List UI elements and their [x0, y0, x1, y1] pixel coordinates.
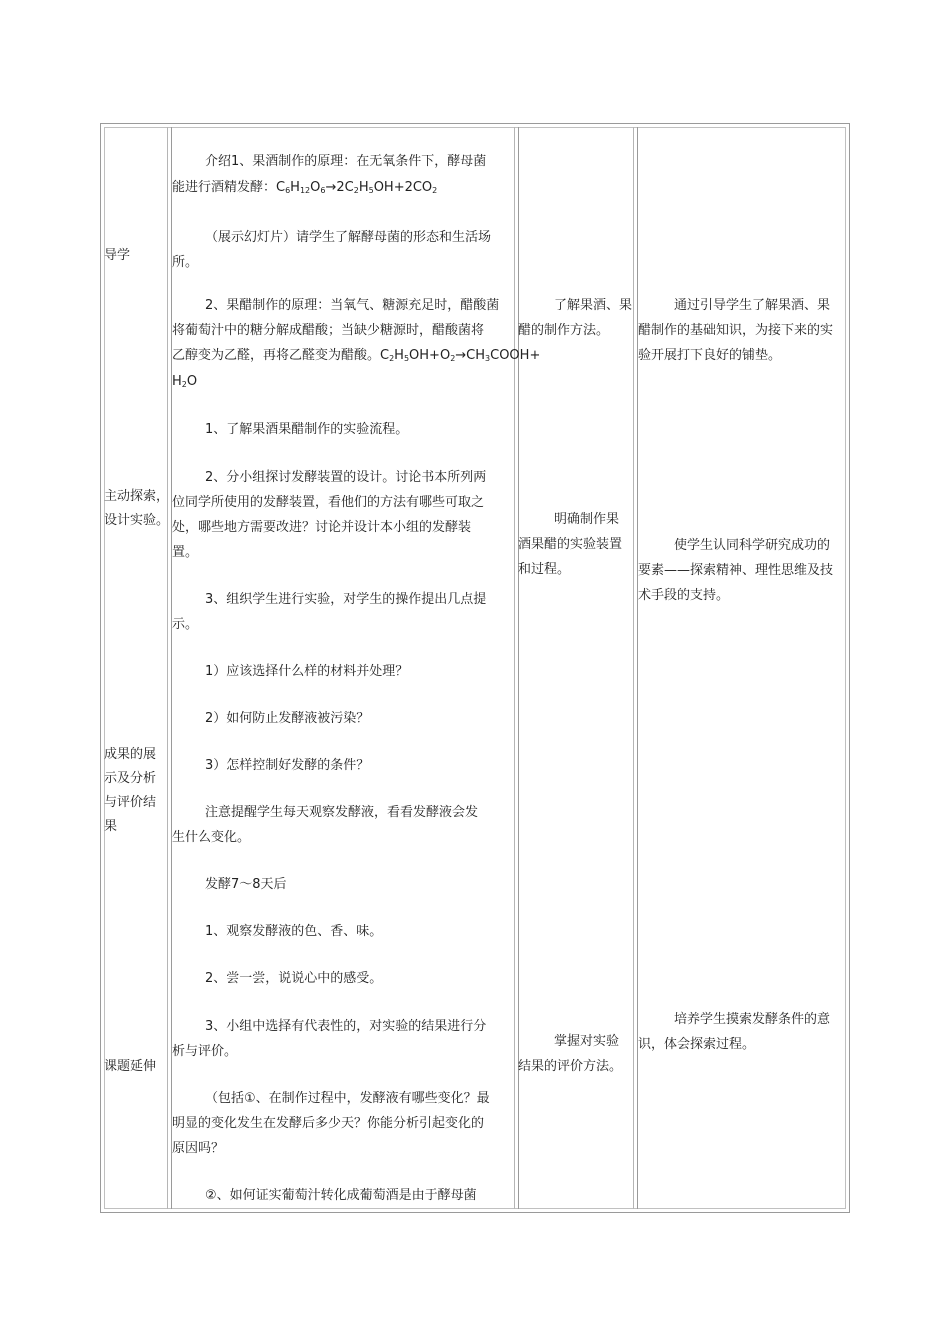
activity-text: 原因吗？ [172, 1141, 225, 1156]
activity-text: （展示幻灯片）请学生了解酵母菌的形态和生活场 [205, 230, 492, 245]
activity-text: 2、果醋制作的原理：当氧气、糖源充足时，醋酸菌 [205, 298, 500, 313]
goal-text: 醋的制作方法。 [518, 323, 610, 338]
goal-text: 明确制作果 [554, 512, 620, 527]
activity-text: 能进行酒精发酵：$C_6H_{12}O_6\to 2C_2H_5OH+2CO_2$ [172, 180, 438, 195]
intent-text: 术手段的支持。 [638, 588, 730, 603]
intent-text: 使学生认同科学研究成功的 [674, 538, 831, 553]
intent-text: 通过引导学生了解果酒、果 [674, 298, 831, 313]
activity-text: 1）应该选择什么样的材料并处理？ [205, 664, 409, 679]
intent-text: 要素——探索精神、理性思维及技 [638, 563, 834, 578]
activity-text: 生什么变化。 [172, 830, 251, 845]
activity-text: 1、观察发酵液的色、香、味。 [205, 924, 383, 939]
activity-text: 置。 [172, 545, 199, 560]
activity-text: 2、分小组探讨发酵装置的设计。讨论书本所列两 [205, 470, 487, 485]
stage-label-results: 成果的展 示及分析 与评价结 果 [104, 747, 157, 834]
goal-text: 酒果醋的实验装置 [518, 537, 623, 552]
activity-text: 1、了解果酒果醋制作的实验流程。 [205, 422, 409, 437]
activity-text: 析与评价。 [172, 1044, 238, 1059]
activity-text: 处，哪些地方需要改进？讨论并设计本小组的发酵装 [172, 520, 472, 535]
activity-text: （包括①、在制作过程中，发酵液有哪些变化？最 [205, 1091, 490, 1106]
activity-text: 3）怎样控制好发酵的条件？ [205, 758, 370, 773]
column-divider [633, 127, 634, 1209]
activity-text: 2、尝一尝，说说心中的感受。 [205, 971, 383, 986]
activity-text: 注意提醒学生每天观察发酵液，看看发酵液会发 [205, 805, 479, 820]
activity-text: 3、小组中选择有代表性的，对实验的结果进行分 [205, 1019, 487, 1034]
goal-text: 和过程。 [518, 562, 571, 577]
activity-text: 乙醇变为乙醛，再将乙醛变为醋酸。$C_2H_5OH+O_2\to CH_3COOH+$ [172, 348, 541, 363]
goal-text: 了解果酒、果 [554, 298, 633, 313]
stage-label-extension: 课题延伸 [104, 1059, 157, 1074]
activity-text: 明显的变化发生在发酵后多少天？你能分析引起变化的 [172, 1116, 485, 1131]
stage-label-explore: 主动探索， 设计实验。 [104, 489, 170, 528]
activity-text: 将葡萄汁中的糖分解成醋酸；当缺少糖源时，醋酸菌将 [172, 323, 485, 338]
intent-text: 验开展打下良好的铺垫。 [638, 348, 782, 363]
intent-text: 培养学生摸索发酵条件的意 [674, 1012, 831, 1027]
activity-text: 发酵7～8天后 [205, 877, 287, 892]
activity-text: 2）如何防止发酵液被污染？ [205, 711, 370, 726]
intent-text: 识，体会探索过程。 [638, 1037, 756, 1052]
activity-text: 所。 [172, 255, 199, 270]
column-divider [518, 127, 519, 1209]
goal-text: 结果的评价方法。 [518, 1059, 623, 1074]
activity-text: 介绍1、果酒制作的原理：在无氧条件下，酵母菌 [205, 154, 487, 169]
column-divider [514, 127, 515, 1209]
intent-text: 醋制作的基础知识，为接下来的实 [638, 323, 834, 338]
column-divider [167, 127, 168, 1209]
goal-text: 掌握对实验 [554, 1034, 620, 1049]
activity-text: 3、组织学生进行实验，对学生的操作提出几点提 [205, 592, 487, 607]
activity-text: 位同学所使用的发酵装置，看他们的方法有哪些可取之 [172, 495, 485, 510]
stage-label-guide: 导学 [104, 248, 131, 263]
activity-text: $H_2O$ [172, 374, 198, 389]
activity-text: 示。 [172, 617, 199, 632]
activity-text: ②、如何证实葡萄汁转化成葡萄酒是由于酵母菌 [205, 1188, 477, 1203]
